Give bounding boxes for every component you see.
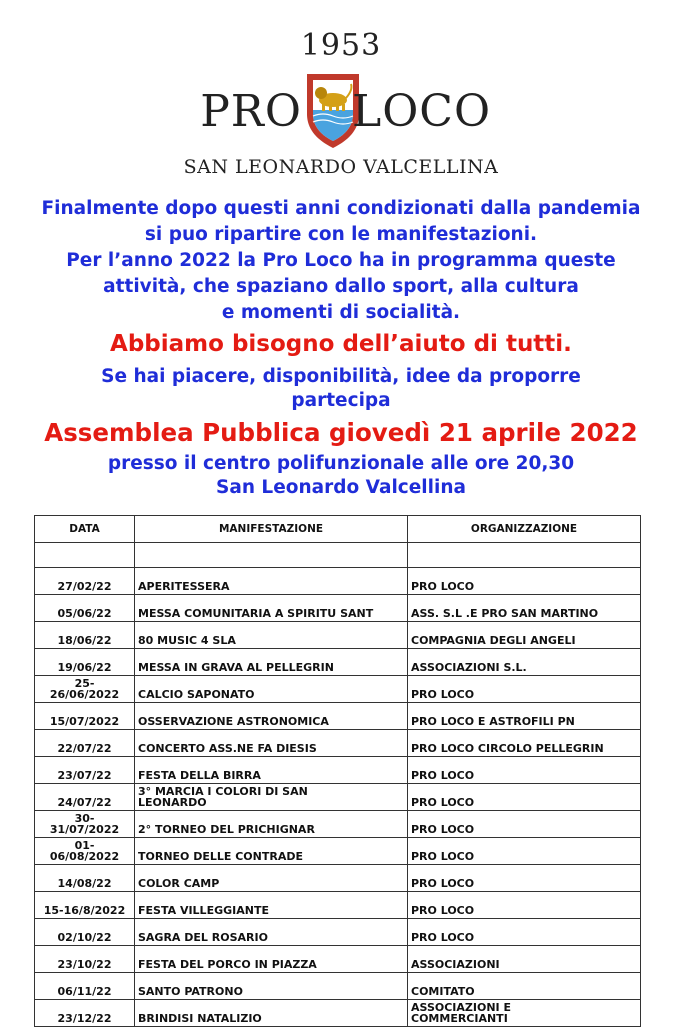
event-name: FESTA DEL PORCO IN PIAZZA — [135, 946, 408, 973]
event-organizer: PRO LOCO — [408, 568, 641, 595]
column-header-date: DATA — [35, 516, 135, 543]
event-date: 18/06/22 — [35, 622, 135, 649]
event-name: MESSA IN GRAVA AL PELLEGRIN — [135, 649, 408, 676]
table-row — [35, 865, 641, 892]
intro-line: Finalmente dopo questi anni condizionati dalla pandemia — [41, 198, 641, 219]
column-header-organization: ORGANIZZAZIONE — [408, 516, 641, 543]
event-name: FESTA VILLEGGIANTE — [135, 892, 408, 919]
table-row — [35, 757, 641, 784]
event-date: 15-16/8/2022 — [35, 892, 135, 919]
table-row — [35, 649, 641, 676]
event-name: TORNEO DELLE CONTRADE — [135, 838, 408, 865]
event-organizer: COMPAGNIA DEGLI ANGELI — [408, 622, 641, 649]
event-date: 27/02/22 — [35, 568, 135, 595]
event-name: 2° TORNEO DEL PRICHIGNAR — [135, 811, 408, 838]
event-organizer: ASSOCIAZIONI E COMMERCIANTI — [408, 1000, 641, 1027]
town-subtitle: SAN LEONARDO VALCELLINA — [183, 156, 499, 178]
assembly-heading: Assemblea Pubblica giovedì 21 aprile 2022 — [44, 418, 638, 447]
brand-left-word: PRO — [200, 86, 302, 137]
event-date: 15/07/2022 — [35, 703, 135, 730]
table-row-empty — [35, 543, 641, 568]
event-name: SANTO PATRONO — [135, 973, 408, 1000]
founding-year: 1953 — [300, 28, 382, 63]
table-row — [35, 703, 641, 730]
event-name: MESSA COMUNITARIA A SPIRITU SANT — [135, 595, 408, 622]
table-row — [35, 838, 641, 865]
event-name: FESTA DELLA BIRRA — [135, 757, 408, 784]
events-table-body — [35, 543, 641, 1027]
table-row — [35, 973, 641, 1000]
event-name: 80 MUSIC 4 SLA — [135, 622, 408, 649]
event-organizer: PRO LOCO — [408, 919, 641, 946]
event-date: 23/07/22 — [35, 757, 135, 784]
event-name: OSSERVAZIONE ASTRONOMICA — [135, 703, 408, 730]
event-date: 19/06/22 — [35, 649, 135, 676]
event-organizer: PRO LOCO E ASTROFILI PN — [408, 703, 641, 730]
events-table — [34, 515, 641, 1027]
table-row — [35, 892, 641, 919]
appeal-heading: Abbiamo bisogno dell’aiuto di tutti. — [110, 331, 572, 357]
column-header-event: MANIFESTAZIONE — [135, 516, 408, 543]
event-date: 02/10/22 — [35, 919, 135, 946]
event-organizer: ASSOCIAZIONI S.L. — [408, 649, 641, 676]
table-row — [35, 595, 641, 622]
event-organizer: PRO LOCO CIRCOLO PELLEGRIN — [408, 730, 641, 757]
event-organizer: PRO LOCO — [408, 757, 641, 784]
table-row — [35, 811, 641, 838]
event-name: APERITESSERA — [135, 568, 408, 595]
table-row — [35, 784, 641, 811]
event-organizer: PRO LOCO — [408, 811, 641, 838]
event-organizer: ASSOCIAZIONI — [408, 946, 641, 973]
table-header-row — [35, 516, 641, 543]
event-organizer: PRO LOCO — [408, 676, 641, 703]
event-date: 14/08/22 — [35, 865, 135, 892]
event-date: 01- 06/08/2022 — [35, 838, 135, 865]
event-organizer: PRO LOCO — [408, 838, 641, 865]
intro-line: e momenti di socialità. — [221, 302, 461, 323]
location-line: San Leonardo Valcellina — [216, 477, 466, 498]
event-name: CALCIO SAPONATO — [135, 676, 408, 703]
event-name: CONCERTO ASS.NE FA DIESIS — [135, 730, 408, 757]
table-row — [35, 1000, 641, 1027]
invite-line: partecipa — [291, 390, 391, 411]
table-row — [35, 568, 641, 595]
event-name: SAGRA DEL ROSARIO — [135, 919, 408, 946]
event-organizer: COMITATO — [408, 973, 641, 1000]
event-date: 06/11/22 — [35, 973, 135, 1000]
brand-right-word: LOCO — [352, 86, 492, 137]
event-organizer: PRO LOCO — [408, 892, 641, 919]
table-row — [35, 946, 641, 973]
event-name: 3° MARCIA I COLORI DI SAN LEONARDO — [135, 784, 408, 811]
event-organizer: ASS. S.L .E PRO SAN MARTINO — [408, 595, 641, 622]
invite-line: Se hai piacere, disponibilità, idee da proporre — [101, 366, 581, 387]
event-name: BRINDISI NATALIZIO — [135, 1000, 408, 1027]
event-date: 23/12/22 — [35, 1000, 135, 1027]
table-row — [35, 622, 641, 649]
event-date: 30- 31/07/2022 — [35, 811, 135, 838]
intro-line: attività, che spaziano dallo sport, alla cultura — [103, 276, 579, 297]
intro-line: Per l’anno 2022 la Pro Loco ha in programma queste — [66, 250, 616, 271]
table-row — [35, 919, 641, 946]
event-date: 24/07/22 — [35, 784, 135, 811]
event-date: 25- 26/06/2022 — [35, 676, 135, 703]
table-row — [35, 676, 641, 703]
event-date: 22/07/22 — [35, 730, 135, 757]
header — [0, 0, 682, 185]
intro-line: si puo ripartire con le manifestazioni. — [144, 224, 538, 245]
location-line: presso il centro polifunzionale alle ore 20,30 — [107, 453, 575, 474]
event-name: COLOR CAMP — [135, 865, 408, 892]
table-row — [35, 730, 641, 757]
event-organizer: PRO LOCO — [408, 865, 641, 892]
event-date: 05/06/22 — [35, 595, 135, 622]
event-date: 23/10/22 — [35, 946, 135, 973]
event-organizer: PRO LOCO — [408, 784, 641, 811]
